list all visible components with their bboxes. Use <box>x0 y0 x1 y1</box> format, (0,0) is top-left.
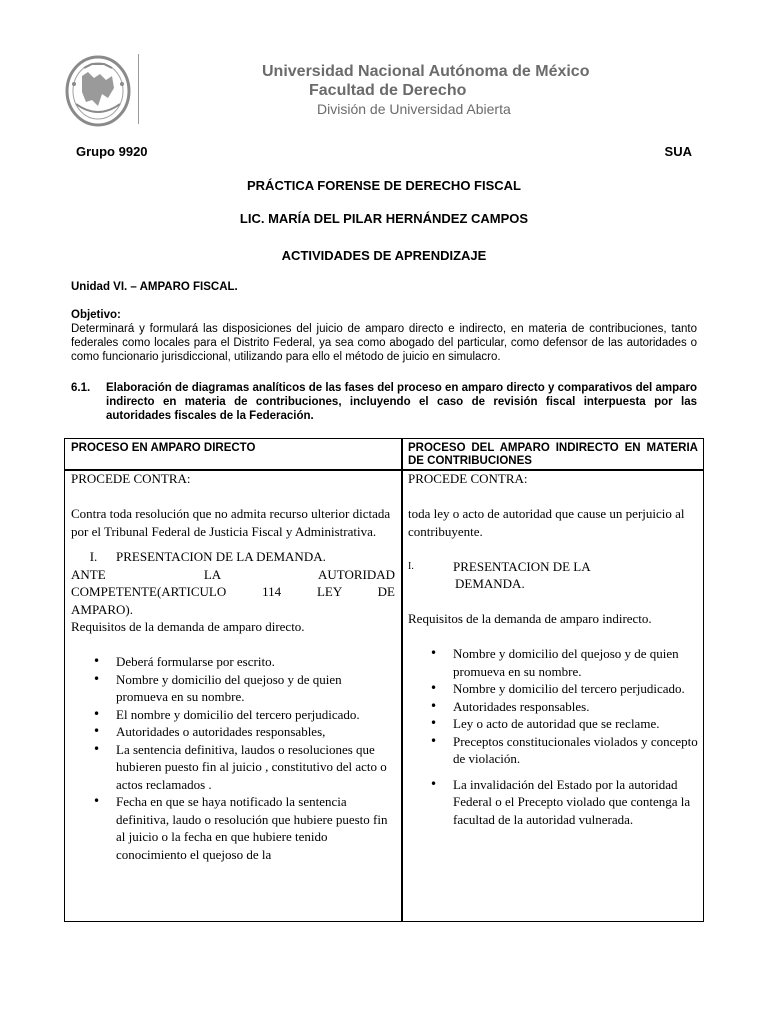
step-number: I. <box>89 549 98 564</box>
step-number: I. <box>408 560 414 572</box>
procede-contra-text: toda ley o acto de autoridad que cause un perjuicio al contribuyente. <box>408 506 685 539</box>
list-item: • La sentencia definitiva, laudos o resoluciones que hubieren puesto fin al juicio , constitutivo del acto o actos reclamados . <box>71 741 395 794</box>
division-name: División de Universidad Abierta <box>317 101 511 117</box>
procede-contra-text: Contra toda resolución que no admita recurso ulterior dictada por el Tribunal Federal de Justicia Fiscal y Administrativa. <box>71 506 391 539</box>
list-item: • Nombre y domicilio del quejoso y de quien promueva en su nombre. <box>71 671 395 706</box>
ante-line-2: COMPETENTE(ARTICULO 114 LEY DE <box>71 584 395 599</box>
unit-title: Unidad VI. – AMPARO FISCAL. <box>71 281 238 293</box>
list-item: • Fecha en que se haya notificado la sentencia definitiva, laudo o resolución que hubiere puesto fin al juicio o la fecha en que hubiere tenido conocimiento el quejoso de la <box>71 793 395 863</box>
group-label: Grupo 9920 <box>76 144 148 159</box>
step-label: PRESENTACION DE LA DEMANDA. <box>116 549 326 564</box>
requisitos-directo: Requisitos de la demanda de amparo directo. <box>71 619 305 634</box>
ante-line-1: ANTE LA AUTORIDAD <box>71 566 395 582</box>
comparison-table <box>64 438 704 922</box>
requisitos-directo-list <box>71 653 395 863</box>
list-item: • Deberá formularse por escrito. <box>71 653 395 671</box>
header-amparo-directo: PROCESO EN AMPARO DIRECTO <box>71 442 256 454</box>
activity-text: Elaboración de diagramas analíticos de las fases del proceso en amparo directo y comparativos del amparo indirecto en materia de contribuciones, incluyendo el caso de revisión fiscal interpuesta por las autoridades fiscales de la Federación. <box>106 382 697 422</box>
procede-contra-label: PROCEDE CONTRA: <box>408 471 528 486</box>
objective-text: Determinará y formulará las disposiciones del juicio de amparo directo e indirecto, en materia de contribuciones, tanto federales como locales para el Distrito Federal, ya sea como abogado del particular, como defensor de las autoridades o como funcionario jurisdiccional, utilizando para ello el método de juicio en simulacro. <box>71 323 697 363</box>
document-header <box>64 50 704 130</box>
objective-section <box>71 308 697 364</box>
step-presentacion <box>408 558 698 576</box>
requisitos-indirecto: Requisitos de la demanda de amparo indirecto. <box>408 611 652 626</box>
table-column-divider <box>401 439 403 921</box>
list-item: • Autoridades o autoridades responsables, <box>71 723 395 741</box>
list-item: • El nombre y domicilio del tercero perjudicado. <box>71 706 395 724</box>
teacher-name: LIC. MARÍA DEL PILAR HERNÁNDEZ CAMPOS <box>239 211 529 226</box>
list-item: • Preceptos constitucionales violados y concepto de violación. <box>408 733 698 768</box>
header-amparo-indirecto: PROCESO DEL AMPARO INDIRECTO EN MATERIA DE CONTRIBUCIONES <box>408 442 698 467</box>
institution-block <box>262 62 692 118</box>
faculty-name: Facultad de Derecho <box>309 82 467 99</box>
sua-label: SUA <box>664 144 692 159</box>
list-item: • Autoridades responsables. <box>408 698 698 716</box>
list-item: • Ley o acto de autoridad que se reclame. <box>408 715 698 733</box>
ante-line-3: AMPARO). <box>71 601 134 617</box>
course-title: PRÁCTICA FORENSE DE DERECHO FISCAL <box>247 178 521 193</box>
step-label-continued: DEMANDA. <box>455 576 525 591</box>
requisitos-indirecto-list-extra <box>408 776 698 829</box>
university-name: Universidad Nacional Autónoma de México <box>262 63 590 80</box>
step-label: PRESENTACION DE LA <box>453 558 591 574</box>
list-item: • La invalidación del Estado por la autoridad Federal o el Precepto violado que contenga la facultad de la autoridad vulnerada. <box>408 776 698 829</box>
column-amparo-directo <box>71 470 395 863</box>
step-presentacion <box>71 548 395 566</box>
column-amparo-indirecto <box>408 470 698 828</box>
list-item: • Nombre y domicilio del quejoso y de quien promueva en su nombre. <box>408 645 698 680</box>
activity-section <box>71 381 697 423</box>
activity-number: 6.1. <box>71 382 91 394</box>
header-divider <box>138 54 139 124</box>
list-item: • Nombre y domicilio del tercero perjudicado. <box>408 680 698 698</box>
procede-contra-label: PROCEDE CONTRA: <box>71 471 191 486</box>
unam-seal-icon <box>64 54 132 128</box>
requisitos-indirecto-list <box>408 645 698 768</box>
objective-label: Objetivo: <box>71 309 121 321</box>
activities-title: ACTIVIDADES DE APRENDIZAJE <box>281 248 487 263</box>
